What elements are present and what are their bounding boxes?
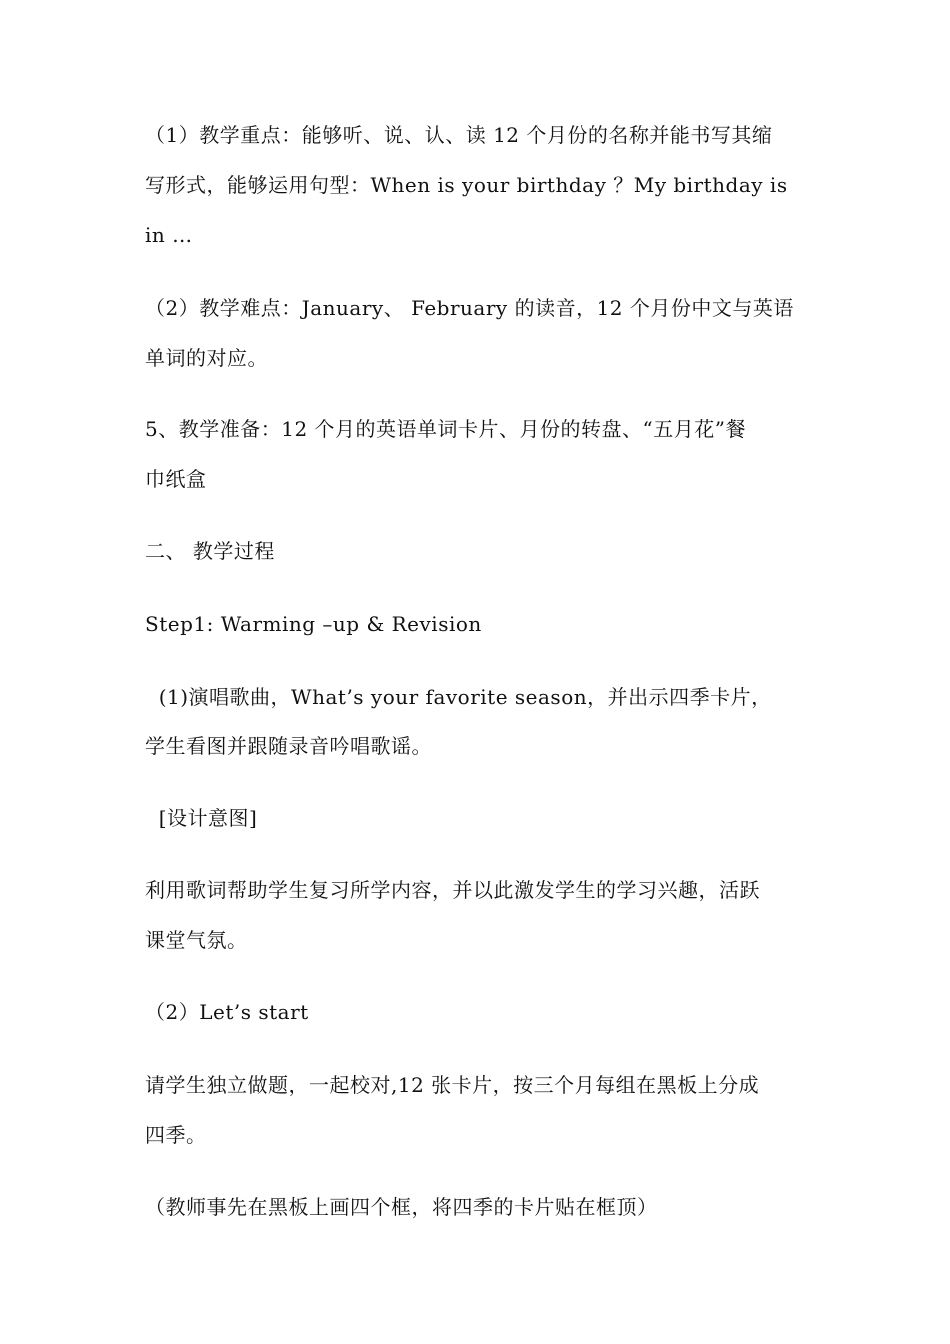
step-heading: Step1: Warming –up & Revision: [145, 612, 482, 636]
preparation-line-2: 巾纸盒: [145, 467, 207, 491]
section-heading: 二、 教学过程: [145, 539, 275, 563]
preparation-line-1: 5、教学准备：12 个月的英语单词卡片、月份的转盘、“五月花”餐: [145, 417, 746, 441]
design-intent-line-1: 利用歌词帮助学生复习所学内容，并以此激发学生的学习兴趣，活跃: [145, 878, 760, 902]
activity-1-line-1: (1)演唱歌曲，What’s your favorite season，并出示四季卡片，: [145, 685, 772, 709]
activity-1-line-2: 学生看图并跟随录音吟唱歌谣。: [145, 734, 432, 758]
activity-2-line-2: 四季。: [145, 1123, 207, 1147]
key-points-line-2: 写形式，能够运用句型：When is your birthday ？My birthday is: [145, 173, 788, 197]
teacher-note: （教师事先在黑板上画四个框，将四季的卡片贴在框顶）: [145, 1195, 658, 1219]
activity-2-heading: （2）Let’s start: [145, 1000, 309, 1024]
difficult-points-line-1: （2）教学难点：January、 February 的读音，12 个月份中文与英语: [145, 296, 794, 320]
key-points-line-3: in …: [145, 223, 193, 247]
design-intent-label: [设计意图]: [145, 806, 258, 830]
key-points-line-1: （1）教学重点：能够听、说、认、读 12 个月份的名称并能书写其缩: [145, 123, 773, 147]
design-intent-line-2: 课堂气氛。: [145, 928, 248, 952]
difficult-points-line-2: 单词的对应。: [145, 346, 268, 370]
activity-2-line-1: 请学生独立做题，一起校对,12 张卡片，按三个月每组在黑板上分成: [145, 1073, 760, 1097]
